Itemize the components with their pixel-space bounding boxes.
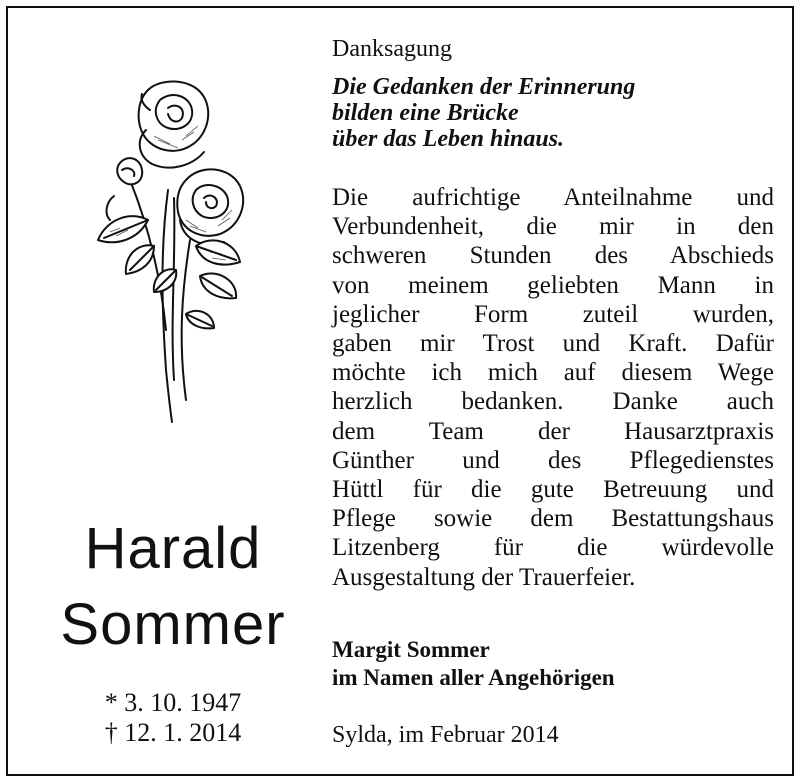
body-line: von meinem geliebten Mann in [332, 271, 774, 299]
body-line: möchte ich mich auf diesem Wege [332, 359, 774, 387]
notice-heading: Danksagung [332, 36, 452, 62]
rose-illustration-icon [90, 70, 250, 430]
signature [332, 636, 615, 692]
notice-frame [6, 6, 794, 776]
body-line: Litzenberg für die würdevolle [332, 534, 774, 562]
body-line: Hüttl für die gute Betreuung und [332, 476, 774, 504]
quote-line: bilden eine Brücke [332, 100, 519, 126]
deceased-last-name: Sommer [60, 592, 286, 657]
body-line: Günther und des Pflegedienstes [332, 446, 774, 474]
body-line: Die aufrichtige Anteilnahme und [332, 184, 774, 211]
quote-line: Die Gedanken der Erinnerung [332, 74, 636, 100]
left-column [8, 8, 322, 774]
memorial-quote [332, 74, 772, 152]
death-date: † 12. 1. 2014 [104, 718, 242, 747]
right-column [330, 8, 780, 774]
thank-you-text [332, 183, 774, 592]
quote-line: über das Leben hinaus. [332, 126, 565, 152]
body-line: Pflege sowie dem Bestattungshaus [332, 505, 774, 533]
body-line: herzlich bedanken. Danke auch [332, 388, 774, 416]
body-line: schweren Stunden des Abschieds [332, 242, 774, 270]
body-line: Ausgestaltung der Trauerfeier. [332, 563, 636, 591]
body-line: dem Team der Hausarztpraxis [332, 417, 774, 445]
body-line: jeglicher Form zuteil wurden, [332, 300, 774, 328]
body-line: Verbundenheit, die mir in den [332, 213, 774, 241]
signature-name: Margit Sommer [332, 637, 490, 662]
body-line: gaben mir Trost und Kraft. Dafür [332, 330, 774, 358]
signature-subtitle: im Namen aller Angehörigen [332, 665, 615, 690]
birth-date: * 3. 10. 1947 [104, 688, 242, 717]
deceased-first-name: Harald [84, 516, 262, 581]
place-and-date: Sylda, im Februar 2014 [332, 722, 559, 748]
